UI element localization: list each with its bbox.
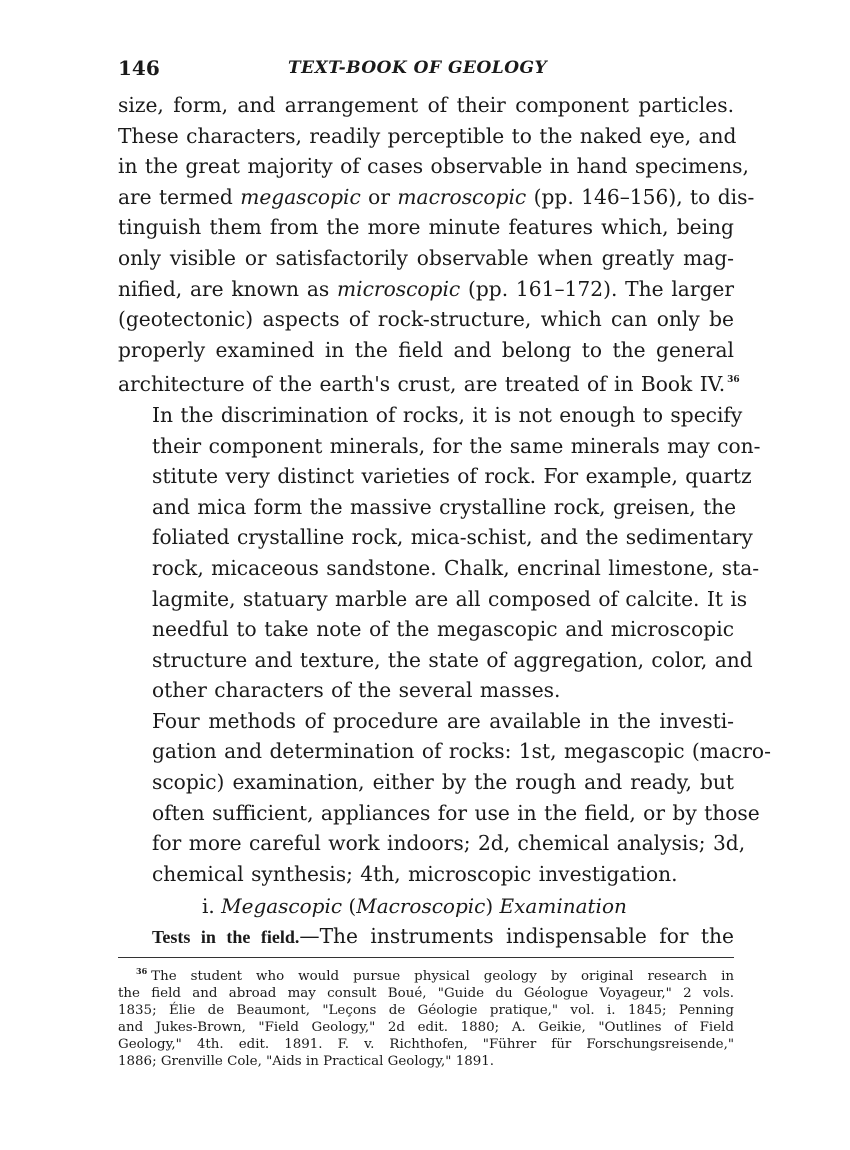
text-line: for more careful work indoors; 2d, chemical analysis; 3d, — [152, 831, 746, 856]
section-number: i. — [202, 894, 215, 919]
paragraph-4 — [118, 921, 734, 953]
text-line: gation and determination of rocks: 1st, megascopic (macro- — [152, 739, 771, 764]
text-line — [118, 274, 734, 305]
text-line: properly examined in the field and belong to the general — [118, 337, 734, 362]
text-run: or — [360, 184, 398, 209]
paragraph-1 — [118, 90, 755, 400]
text-line: their component minerals, for the same minerals may con- — [152, 433, 761, 458]
text-run: (pp. 161–172). The larger — [460, 276, 734, 301]
text-line: in the great majority of cases observable in hand specimens, — [118, 154, 749, 179]
paragraph-3 — [118, 706, 771, 890]
text-line: In the discrimination of rocks, it is not enough to specify — [152, 402, 743, 427]
paragraph-2 — [118, 400, 761, 706]
text-run: The student who would pursue physical geology by original research in — [151, 969, 734, 985]
text-line: structure and texture, the state of aggregation, color, and — [152, 647, 753, 672]
text-line: These characters, readily perceptible to the naked eye, and — [118, 123, 737, 148]
text-line: needful to take note of the megascopic and microscopic — [152, 617, 734, 642]
body-text — [118, 90, 771, 953]
section-title-part: ( — [342, 894, 357, 919]
text-run: (pp. 146–156), to dis- — [526, 184, 755, 209]
term-microscopic: microscopic — [337, 276, 461, 301]
footnote — [118, 963, 734, 1070]
text-line: lagmite, statuary marble are all composed of calcite. It is — [152, 586, 748, 611]
text-run: are termed — [118, 184, 241, 209]
text-line: and mica form the massive crystalline rock, greisen, the — [152, 494, 737, 519]
text-line: foliated crystalline rock, mica-schist, and the sedimentary — [152, 525, 753, 550]
footnote-line: 1835; Élie de Beaumont, "Leçons de Géologie pratique," vol. i. 1845; Penning — [118, 1003, 734, 1019]
footnote-rule — [118, 957, 734, 958]
text-line: Four methods of procedure are available in the investi- — [152, 708, 734, 733]
text-line: scopic) examination, either by the rough and ready, but — [152, 770, 734, 795]
footnote-line: Geology," 4th. edit. 1891. F. v. Richthofen, "Führer für Forschungsreisende," — [118, 1037, 734, 1053]
footnote-line: 1886; Grenville Cole, "Aids in Practical Geology," 1891. — [118, 1054, 495, 1070]
text-line: only visible or satisfactorily observable when greatly mag- — [118, 245, 734, 270]
term-macroscopic: macroscopic — [397, 184, 527, 209]
section-title-part: Megascopic — [221, 894, 343, 919]
text-line — [118, 182, 755, 213]
text-line: (geotectonic) aspects of rock-structure, which can only be — [118, 307, 734, 332]
section-heading — [118, 891, 734, 921]
section-title-part: ) — [485, 894, 500, 919]
text-run: nified, are known as — [118, 276, 338, 301]
footnote-line: and Jukes-Brown, "Field Geology," 2d edit. 1880; A. Geikie, "Outlines of Field — [118, 1020, 734, 1036]
footnote-line: the field and abroad may consult Boué, "Guide du Géologue Voyageur," 2 vols. — [118, 986, 734, 1002]
text-line: often sufficient, appliances for use in the field, or by those — [152, 800, 760, 825]
running-head: TEXT-BOOK OF GEOLOGY — [288, 58, 548, 78]
page-header — [118, 56, 734, 90]
footnote-line — [118, 963, 734, 985]
footnote-mark: 36 — [136, 966, 148, 977]
text-run: architecture of the earth's crust, are treated of in Book IV. — [118, 372, 726, 397]
text-line — [118, 921, 734, 953]
section-title-part: Macroscopic — [356, 894, 486, 919]
text-line — [118, 365, 740, 400]
text-line: tinguish them from the more minute features which, being — [118, 215, 734, 240]
text-line: chemical synthesis; 4th, microscopic investigation. — [152, 861, 678, 886]
text-run: —The instruments indispensable for the — [299, 924, 734, 949]
section-title-part: Examination — [499, 894, 627, 919]
footnote-reference[interactable]: 36 — [727, 375, 740, 386]
text-line: rock, micaceous sandstone. Chalk, encrinal limestone, sta- — [152, 555, 760, 580]
text-line: size, form, and arrangement of their component particles. — [118, 93, 734, 117]
book-page — [118, 56, 771, 1070]
page-number: 146 — [118, 56, 160, 80]
text-line: other characters of the several masses. — [152, 678, 561, 703]
term-megascopic: megascopic — [240, 184, 361, 209]
run-in-heading: Tests in the field. — [152, 927, 300, 948]
text-line: stitute very distinct varieties of rock. For example, quartz — [152, 464, 752, 489]
